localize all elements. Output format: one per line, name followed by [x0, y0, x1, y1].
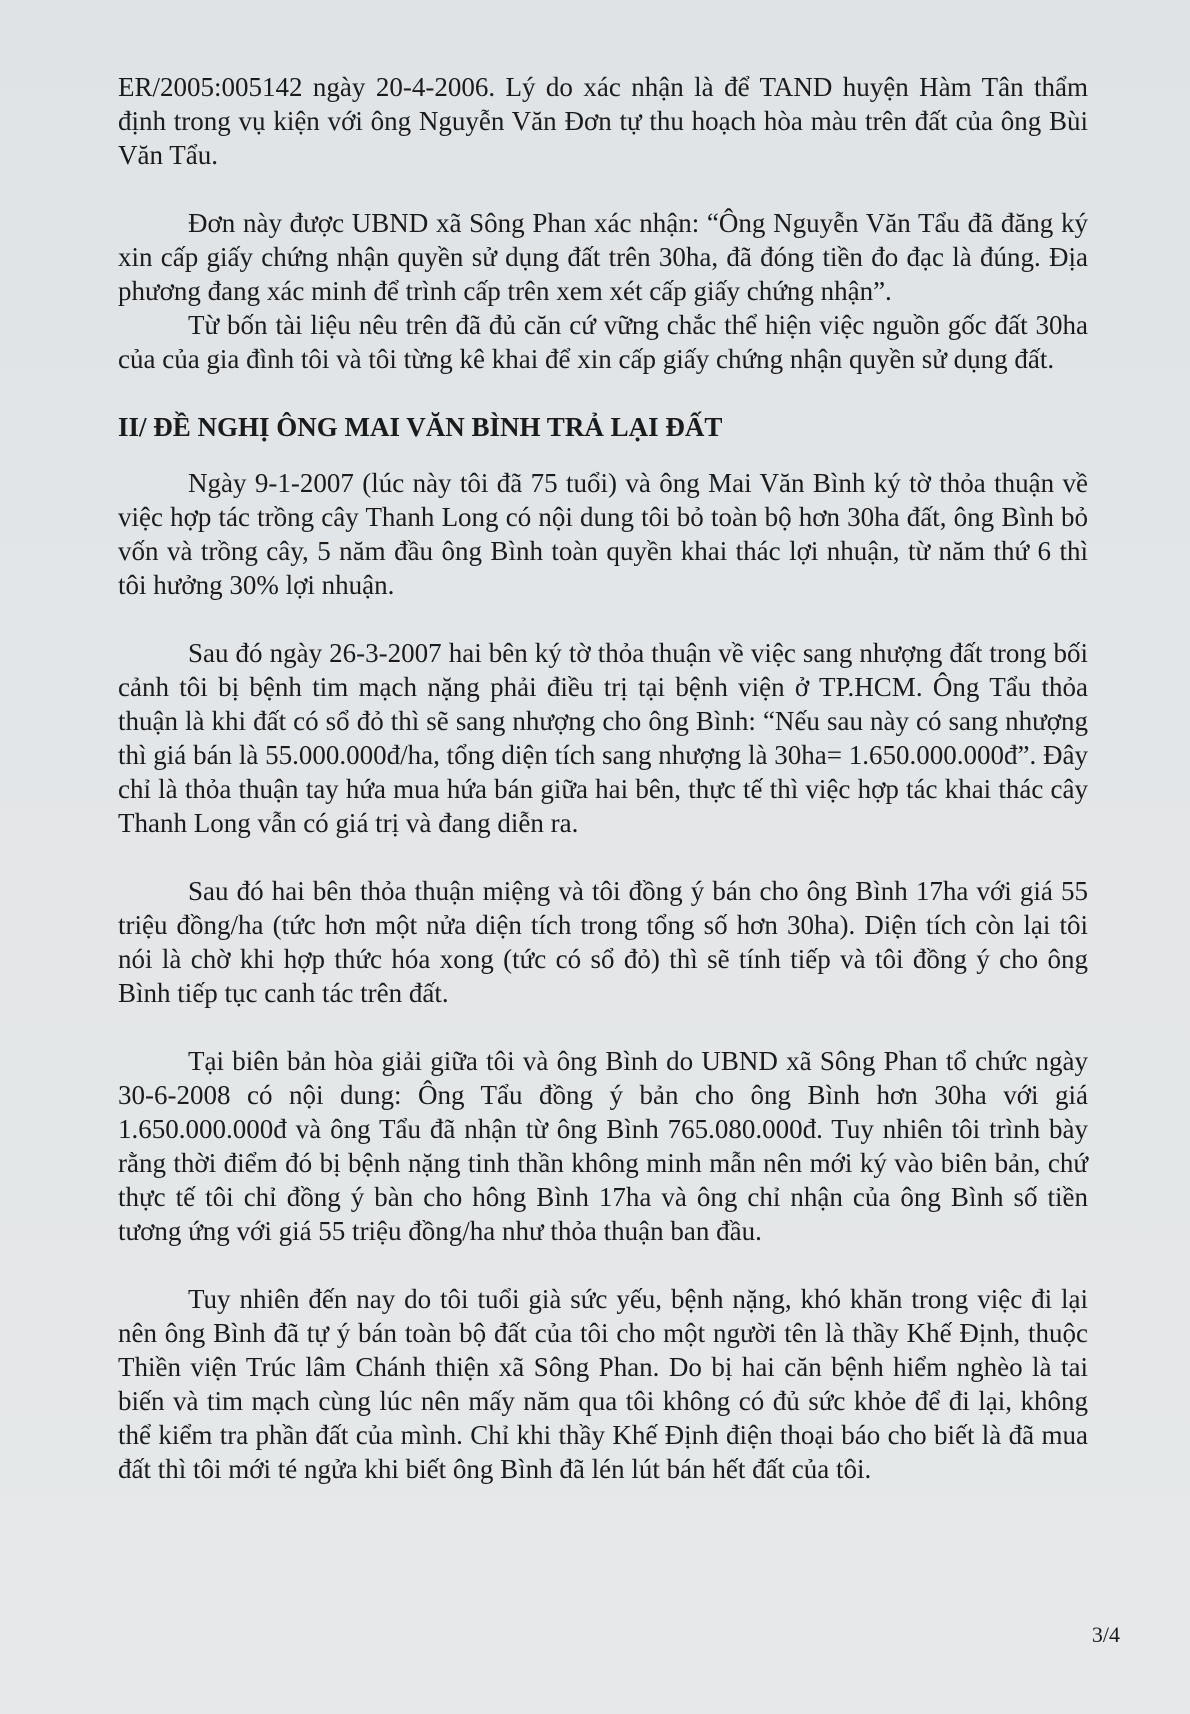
paragraph-commune-confirmation: Đơn này được UBND xã Sông Phan xác nhận: “Ông Nguyễn Văn Tẩu đã đăng ký xin cấp giấy chứng nhận quyền sử dụng đất trên 30ha, đã đóng tiền đo đạc là đúng. Địa phương đang xác minh để trình cấp trên xem xét cấp giấy chứng nhận”.: [118, 208, 1088, 306]
paragraph-transfer-agreement: Sau đó ngày 26-3-2007 hai bên ký tờ thỏa thuận về việc sang nhượng đất trong bối cảnh tôi bị bệnh tim mạch nặng phải điều trị tại bệnh viện ở TP.HCM. Ông Tẩu thỏa thuận là khi đất có sổ đỏ thì sẽ sang nhượng cho ông Bình: “Nếu sau này có sang nhượng thì giá bán là 55.000.000đ/ha, tổng diện tích sang nhượng là 30ha= 1.650.000.000đ”. Đây chỉ là thỏa thuận tay hứa mua hứa bán giữa hai bên, thực tế thì việc hợp tác khai thác cây Thanh Long vẫn có giá trị và đang diễn ra.: [118, 638, 1088, 838]
page-number: 3/4: [1091, 1622, 1120, 1647]
paragraph-mediation-record: Tại biên bản hòa giải giữa tôi và ông Bình do UBND xã Sông Phan tổ chức ngày 30-6-2008 có nội dung: Ông Tẩu đồng ý bản cho ông Bình hơn 30ha với giá 1.650.000.000đ và ông Tẩu đã nhận từ ông Bình 765.080.000đ. Tuy nhiên tôi trình bày rằng thời điểm đó bị bệnh nặng tinh thần không minh mẫn nên mới ký vào biên bản, chứ thực tế tôi chỉ đồng ý bàn cho hông Bình 17ha và ông chỉ nhận của ông Bình số tiền tương ứng với giá 55 triệu đồng/ha như thỏa thuận ban đầu.: [118, 1046, 1088, 1246]
section-heading: II/ ĐỀ NGHỊ ÔNG MAI VĂN BÌNH TRẢ LẠI ĐẤT: [118, 412, 723, 442]
paragraph-verbal-agreement: Sau đó hai bên thỏa thuận miệng và tôi đồng ý bán cho ông Bình 17ha với giá 55 triệu đồng/ha (tức hơn một nửa diện tích trong tổng số hơn 30ha). Diện tích còn lại tôi nói là chờ khi hợp thức hóa xong (tức có sổ đỏ) thì sẽ tính tiếp và tôi đồng ý cho ông Bình tiếp tục canh tác trên đất.: [118, 876, 1088, 1008]
paragraph-land-origin-summary: Từ bốn tài liệu nêu trên đã đủ căn cứ vững chắc thể hiện việc nguồn gốc đất 30ha của của gia đình tôi và tôi từng kê khai để xin cấp giấy chứng nhận quyền sử dụng đất.: [118, 310, 1088, 374]
paragraph-unauthorized-sale: Tuy nhiên đến nay do tôi tuổi già sức yếu, bệnh nặng, khó khăn trong việc đi lại nên ông Bình đã tự ý bán toàn bộ đất của tôi cho một người tên là thầy Khế Định, thuộc Thiền viện Trúc lâm Chánh thiện xã Sông Phan. Do bị hai căn bệnh hiểm nghèo là tai biến và tim mạch cùng lúc nên mấy năm qua tôi không có đủ sức khỏe để đi lại, không thể kiểm tra phần đất của mình. Chỉ khi thầy Khế Định điện thoại báo cho biết là đã mua đất thì tôi mới té ngửa khi biết ông Bình đã lén lút bán hết đất của tôi.: [118, 1284, 1088, 1484]
paragraph-cooperation-agreement: Ngày 9-1-2007 (lúc này tôi đã 75 tuổi) và ông Mai Văn Bình ký tờ thỏa thuận về việc hợp tác trồng cây Thanh Long có nội dung tôi bỏ toàn bộ hơn 30ha đất, ông Bình bỏ vốn và trồng cây, 5 năm đầu ông Bình toàn quyền khai thác lợi nhuận, từ năm thứ 6 thì tôi hưởng 30% lợi nhuận.: [118, 468, 1088, 600]
document-body: [118, 70, 1088, 1520]
paragraph-certification-reason: ER/2005:005142 ngày 20-4-2006. Lý do xác nhận là để TAND huyện Hàm Tân thẩm định trong vụ kiện với ông Nguyễn Văn Đơn tự thu hoạch hòa màu trên đất của ông Bùi Văn Tẩu.: [118, 72, 1088, 170]
